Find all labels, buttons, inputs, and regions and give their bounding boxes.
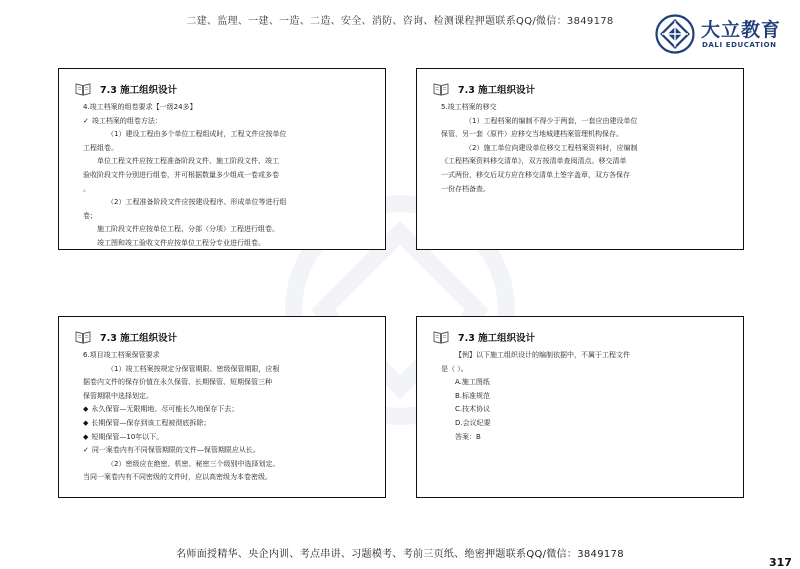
slide-text-line	[83, 223, 375, 237]
slide-body	[83, 101, 375, 251]
slide-text: 保管期限中选择划定。	[83, 391, 153, 400]
slide-text-line	[441, 417, 733, 431]
check-bullet-icon: ✓	[83, 446, 89, 455]
book-icon	[75, 329, 91, 345]
slide-text: 【例】以下施工组织设计的编制依据中，不属于工程文件	[455, 351, 630, 359]
slide-text-line	[83, 471, 375, 485]
slide-text-line	[441, 363, 733, 377]
slide-text-line	[83, 210, 375, 224]
slide-title: 7.3 施工组织设计	[100, 333, 178, 344]
slide-text-line	[441, 390, 733, 404]
slide-text: 长期保管—保存到该工程被彻底拆除；	[91, 418, 211, 427]
slide-1	[58, 68, 386, 250]
slide-text-line	[83, 349, 375, 363]
diamond-bullet-icon: ◆	[83, 432, 89, 441]
slide-text-line	[83, 376, 375, 390]
slide-text: （1）工程档案的编制不得少于两套，一套应由建设单位	[465, 116, 638, 125]
slide-text-line	[83, 196, 375, 210]
slide-text-line	[441, 431, 733, 445]
slide-text: 答案：B	[455, 432, 481, 441]
slide-text-line	[441, 376, 733, 390]
slide-text-line	[83, 142, 375, 156]
slide-text-line	[83, 115, 375, 129]
slide-text-line	[441, 169, 733, 183]
slide-text: 施工阶段文件应按单位工程、分部（分项）工程进行组卷。	[97, 225, 279, 234]
slide-text: （2）工程准备阶段文件应按建设程序、形成单位等进行组	[107, 198, 287, 207]
slide-text: 。	[83, 184, 90, 193]
slide-text: 竣工图和竣工验收文件应按单位工程分专业进行组卷。	[97, 238, 265, 247]
slide-title: 7.3 施工组织设计	[458, 85, 536, 96]
logo-english-name: DALI EDUCATION	[702, 41, 777, 49]
slide-text-line	[83, 431, 375, 445]
slide-text-line	[83, 237, 375, 251]
slide-text-line	[83, 417, 375, 431]
slide-text: 同一案卷内有不同保管期限的文件—保管期限应从长。	[91, 446, 260, 455]
slide-text: （1）建设工程由多个单位工程组成时，工程文件应按单位	[107, 130, 287, 139]
slide-text: 保管，另一套（原件）应移交当地城建档案管理机构保存。	[441, 130, 623, 139]
slide-text: 当同一案卷内有不同密级的文件时，应以高密级为本卷密级。	[83, 473, 272, 482]
slide-text: 4.竣工档案的组卷要求【一级24多】	[83, 103, 197, 111]
dali-logo-mark-icon	[655, 14, 695, 54]
slide-text-line	[83, 183, 375, 197]
slide-text: 单位工程文件应按工程准备阶段文件、施工阶段文件、竣工	[97, 157, 279, 166]
slide-body	[441, 101, 733, 196]
slide-title: 7.3 施工组织设计	[100, 85, 178, 96]
slide-text-line	[83, 128, 375, 142]
slide-text: C.技术协议	[455, 405, 491, 414]
footer-contact-line: 名师面授精华、央企内训、考点串讲、习题模考、考前三页纸、绝密押题联系QQ/微信：3849178	[176, 549, 624, 560]
slide-body	[441, 349, 733, 444]
slide-text-line	[83, 390, 375, 404]
slide-text: 是（ ）。	[441, 364, 468, 373]
slide-3	[58, 316, 386, 498]
slide-text: 工程组卷。	[83, 143, 118, 152]
slide-text: 5.竣工档案的移交	[441, 103, 497, 111]
slide-text-line	[83, 101, 375, 115]
book-icon	[433, 329, 449, 345]
book-icon	[433, 81, 449, 97]
slide-body	[83, 349, 375, 485]
slide-text-line	[83, 444, 375, 458]
slide-text: B.标准规范	[455, 391, 491, 400]
slide-text-line	[83, 155, 375, 169]
slide-text: 短期保管—10年以下。	[91, 432, 164, 441]
diamond-bullet-icon: ◆	[83, 405, 89, 414]
slide-text: A.施工图纸	[455, 378, 490, 387]
slide-text: 验收阶段文件分别进行组卷，并可根据数量多少组成一卷或多卷	[83, 170, 279, 179]
slide-text: 竣工档案的组卷方法：	[91, 116, 162, 125]
slide-text-line	[83, 169, 375, 183]
logo-chinese-name: 大立教育	[701, 19, 782, 41]
slide-text: （1）竣工档案按规定分保管期限、密级保管期限，应根	[107, 364, 280, 373]
slide-text-line	[441, 101, 733, 115]
slide-text-line	[83, 458, 375, 472]
dali-logo	[655, 14, 795, 56]
check-bullet-icon: ✓	[83, 116, 89, 125]
slide-text-line	[441, 155, 733, 169]
diamond-bullet-icon: ◆	[83, 418, 89, 427]
slide-text: 据卷内文件的保存价值在永久保管、长期保管、短期保管三种	[83, 378, 272, 387]
slide-text-line	[441, 115, 733, 129]
slide-4	[416, 316, 744, 498]
slide-text: D.会议纪要	[455, 418, 491, 427]
slide-text-line	[441, 349, 733, 363]
slide-text: 6.项目竣工档案保管要求	[83, 351, 160, 359]
slide-text-line	[441, 403, 733, 417]
slide-text: 一份存档备查。	[441, 184, 490, 193]
slide-text: 《工程档案资料移交清单》，双方按清单查阅清点。移交清单	[441, 157, 627, 166]
slide-2	[416, 68, 744, 250]
book-icon	[75, 81, 91, 97]
slide-text: 一式两份，移交后双方应在移交清单上签字盖章，双方各保存	[441, 170, 630, 179]
page-number: 317	[769, 556, 792, 569]
slide-title: 7.3 施工组织设计	[458, 333, 536, 344]
slide-text: （2）施工单位向建设单位移交工程档案资料时，应编制	[465, 143, 638, 152]
slide-text: 永久保管—无限期地、尽可能长久地保存下去；	[91, 405, 239, 414]
slide-text: （2）密级应在绝密、机密、秘密三个级别中选择划定。	[107, 459, 280, 468]
slide-text-line	[83, 403, 375, 417]
header-contact-line: 二建、监理、一建、一造、二造、安全、消防、咨询、检测课程押题联系QQ/微信：3849178	[186, 16, 614, 27]
slide-text-line	[83, 363, 375, 377]
slide-text-line	[441, 128, 733, 142]
slide-text-line	[441, 183, 733, 197]
slide-text: 卷；	[83, 211, 97, 220]
slide-text-line	[441, 142, 733, 156]
